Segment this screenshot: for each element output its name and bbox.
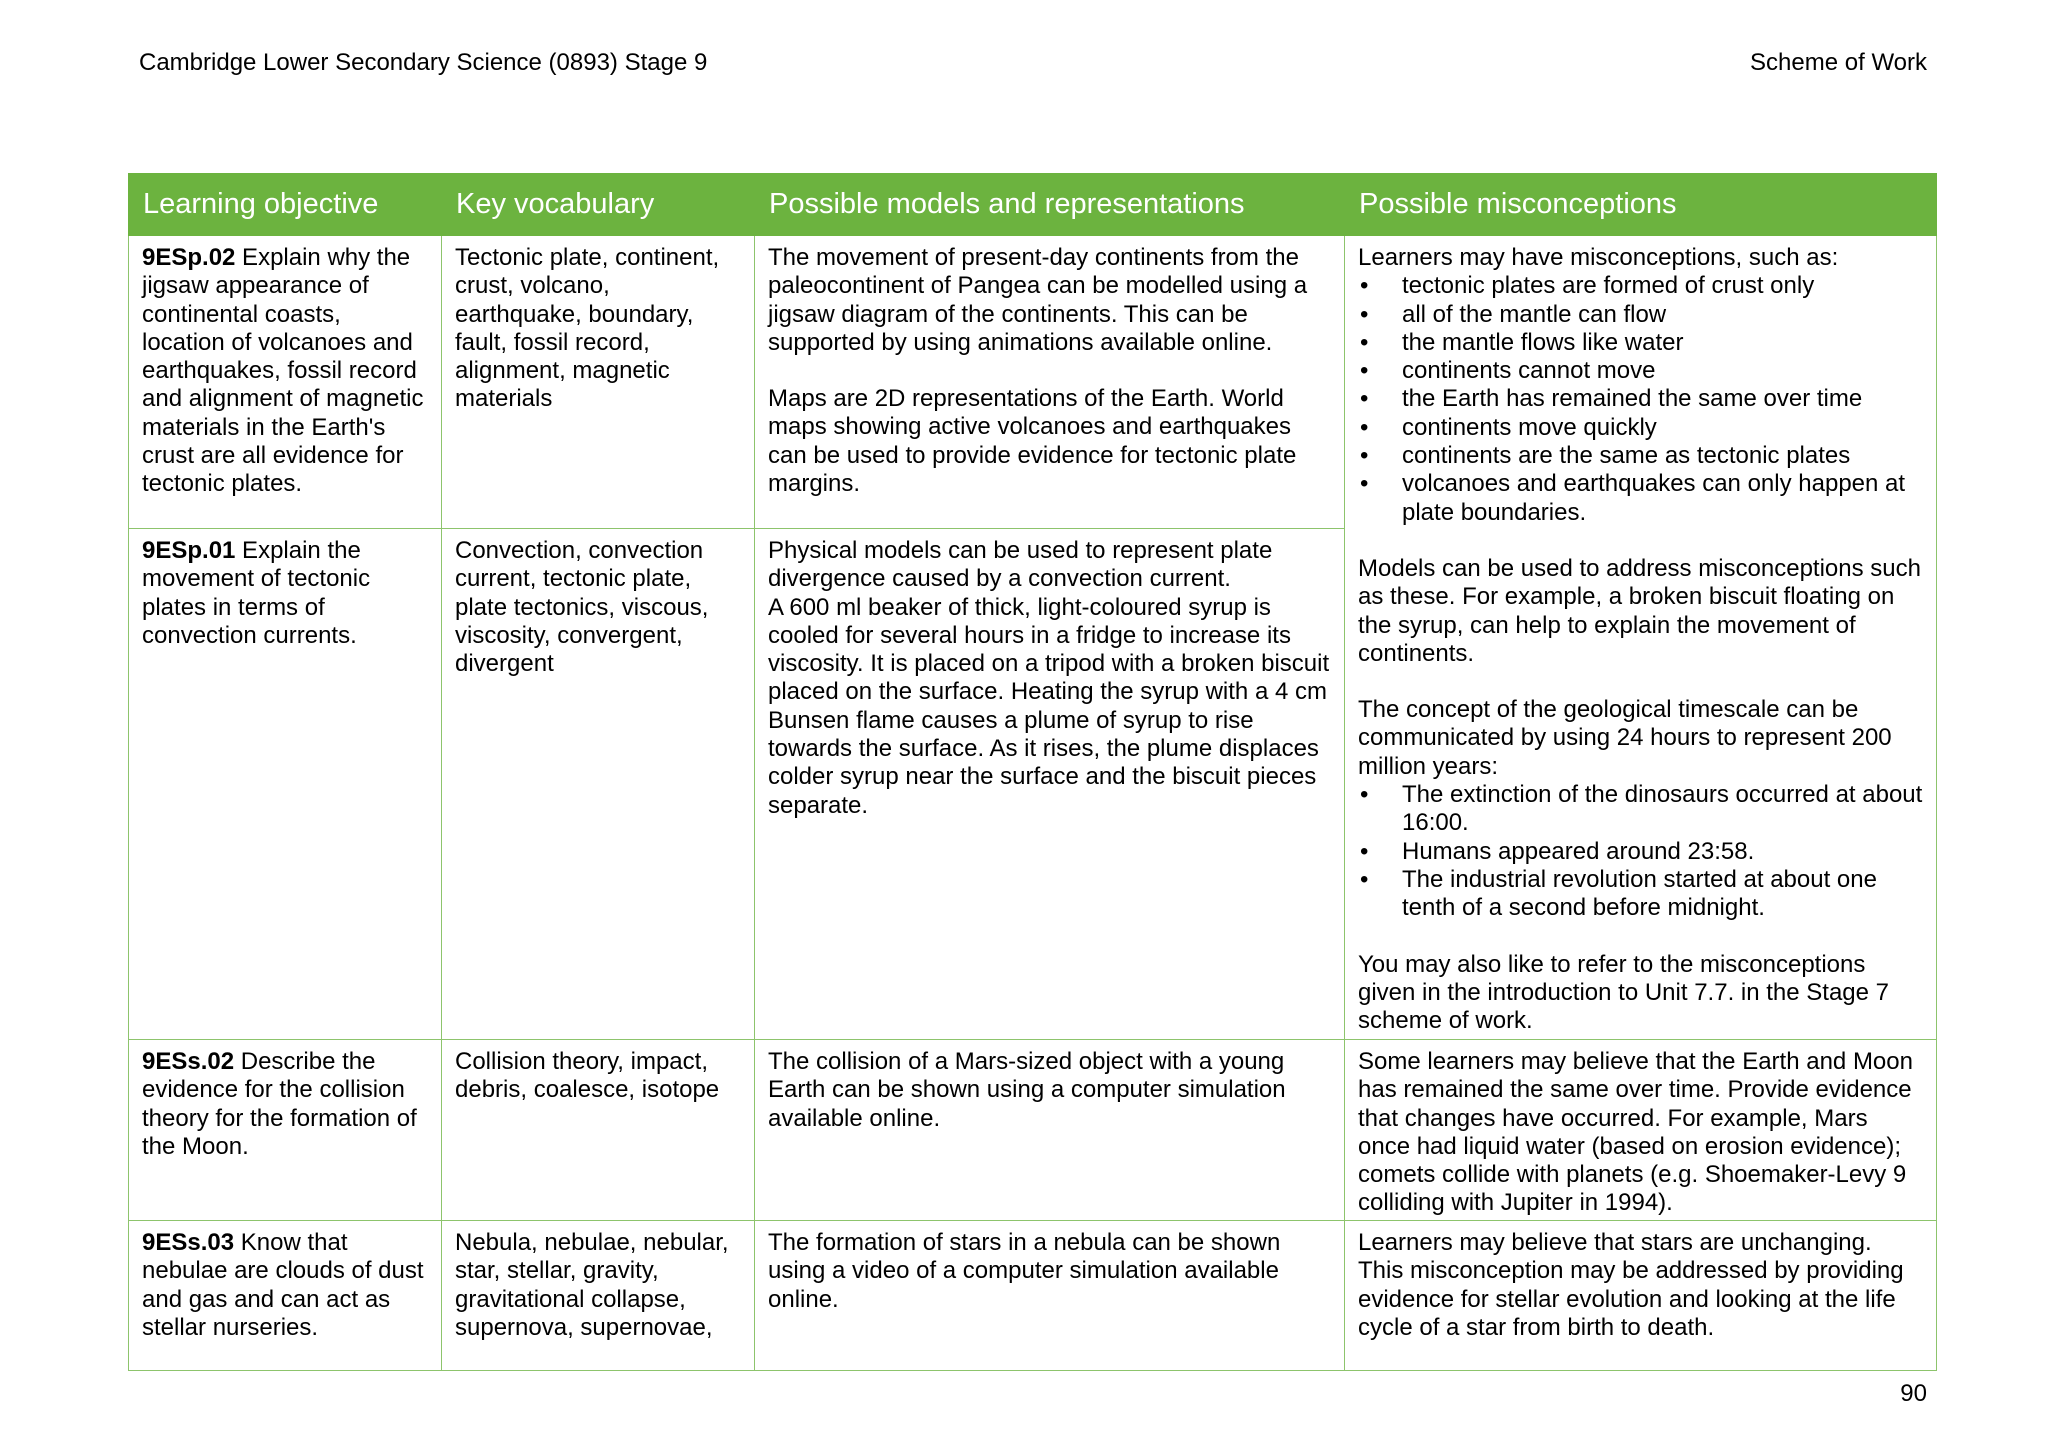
list-item: • The industrial revolution started at about one tenth of a second before midnight. (1358, 866, 1923, 923)
column-header-key-vocabulary: Key vocabulary (442, 174, 755, 236)
column-header-learning-objective: Learning objective (129, 174, 442, 236)
list-item: • Humans appeared around 23:58. (1358, 838, 1923, 866)
misconceptions-list (1358, 272, 1923, 527)
list-item: • all of the mantle can flow (1358, 301, 1923, 329)
document-header-title: Cambridge Lower Secondary Science (0893) Stage 9 (139, 49, 708, 76)
misconceptions-models-paragraph: Models can be used to address misconceptions such as these. For example, a broken biscuit floating on the syrup, can help to explain the movement of continents. (1358, 554, 1921, 667)
objective-code: 9ESp.01 (142, 537, 236, 564)
column-header-models: Possible models and representations (755, 174, 1345, 236)
timescale-list (1358, 781, 1923, 922)
column-header-misconceptions: Possible misconceptions (1345, 174, 1937, 236)
list-item: • continents move quickly (1358, 414, 1923, 442)
objective-text: Explain the movement of tectonic plates in terms of convection currents. (142, 537, 371, 649)
scheme-of-work-table (128, 173, 1937, 1371)
misconceptions-cell: Learners may believe that stars are unchanging. This misconception may be addressed by providing evidence for stellar evolution and looking at the life cycle of a star from birth to death. (1345, 1221, 1937, 1371)
objective-code: 9ESs.03 (142, 1229, 235, 1256)
list-item: • tectonic plates are formed of crust only (1358, 272, 1923, 300)
models-paragraph: A 600 ml beaker of thick, light-coloured syrup is cooled for several hours in a fridge to increase its viscosity. It is placed on a tripod with a broken biscuit placed on the surface. Heating the syrup with a 4 cm Bunsen flame causes a plume of syrup to rise towards the surface. As it rises, the plume displaces colder syrup near the surface and the biscuit pieces separate. (768, 593, 1330, 819)
table-row (129, 1040, 1937, 1221)
objective-cell (129, 236, 442, 529)
timescale-paragraph: The concept of the geological timescale can be communicated by using 24 hours to represent 200 million years: (1358, 696, 1892, 780)
models-paragraph: Physical models can be used to represent plate divergence caused by a convection current. (768, 537, 1273, 593)
list-item: • The extinction of the dinosaurs occurred at about 16:00. (1358, 781, 1923, 838)
models-paragraph: Maps are 2D representations of the Earth. World maps showing active volcanoes and earthquakes can be used to provide evidence for tectonic plate margins. (768, 385, 1297, 498)
misconceptions-cell: Some learners may believe that the Earth and Moon has remained the same over time. Provide evidence that changes have occurred. For example, Mars once had liquid water (based on erosion evidence); comets collide with planets (e.g. Shoemaker-Levy 9 colliding with Jupiter in 1994). (1345, 1040, 1937, 1221)
models-cell: The formation of stars in a nebula can be shown using a video of a computer simulation available online. (755, 1221, 1345, 1371)
models-cell (755, 529, 1345, 1040)
page-number: 90 (1900, 1380, 1927, 1407)
objective-cell (129, 529, 442, 1040)
refer-paragraph: You may also like to refer to the misconceptions given in the introduction to Unit 7.7. in the Stage 7 scheme of work. (1358, 950, 1890, 1035)
vocabulary-cell: Convection, convection current, tectonic plate, plate tectonics, viscous, viscosity, convergent, divergent (442, 529, 755, 1040)
objective-code: 9ESp.02 (142, 244, 236, 271)
vocabulary-cell: Tectonic plate, continent, crust, volcano, earthquake, boundary, fault, fossil record, alignment, magnetic materials (442, 236, 755, 529)
list-item: • the mantle flows like water (1358, 329, 1923, 357)
objective-code: 9ESs.02 (142, 1048, 235, 1075)
objective-text: Explain why the jigsaw appearance of continental coasts, location of volcanoes and earthquakes, fossil record and alignment of magnetic materials in the Earth's crust are all evidence for tectonic plates. (142, 244, 424, 498)
misconceptions-intro: Learners may have misconceptions, such as: (1358, 244, 1839, 271)
table-row (129, 236, 1937, 529)
list-item: • volcanoes and earthquakes can only happen at plate boundaries. (1358, 470, 1923, 527)
table-header-row (129, 174, 1937, 236)
models-cell (755, 236, 1345, 529)
objective-text: Know that nebulae are clouds of dust and gas and can act as stellar nurseries. (142, 1229, 424, 1341)
list-item: • continents are the same as tectonic plates (1358, 442, 1923, 470)
document-header-type: Scheme of Work (1750, 49, 1927, 76)
list-item: • the Earth has remained the same over time (1358, 385, 1923, 413)
objective-cell (129, 1221, 442, 1371)
vocabulary-cell: Collision theory, impact, debris, coalesce, isotope (442, 1040, 755, 1221)
models-paragraph: The movement of present-day continents from the paleocontinent of Pangea can be modelled using a jigsaw diagram of the continents. This can be supported by using animations available online. (768, 244, 1308, 356)
list-item: • continents cannot move (1358, 357, 1923, 385)
objective-cell (129, 1040, 442, 1221)
models-cell: The collision of a Mars-sized object with a young Earth can be shown using a computer simulation available online. (755, 1040, 1345, 1221)
shared-misconceptions-cell (1345, 236, 1937, 1040)
objective-text: Describe the evidence for the collision theory for the formation of the Moon. (142, 1048, 417, 1160)
table-row (129, 1221, 1937, 1371)
vocabulary-cell: Nebula, nebulae, nebular, star, stellar, gravity, gravitational collapse, supernova, supernovae, (442, 1221, 755, 1371)
